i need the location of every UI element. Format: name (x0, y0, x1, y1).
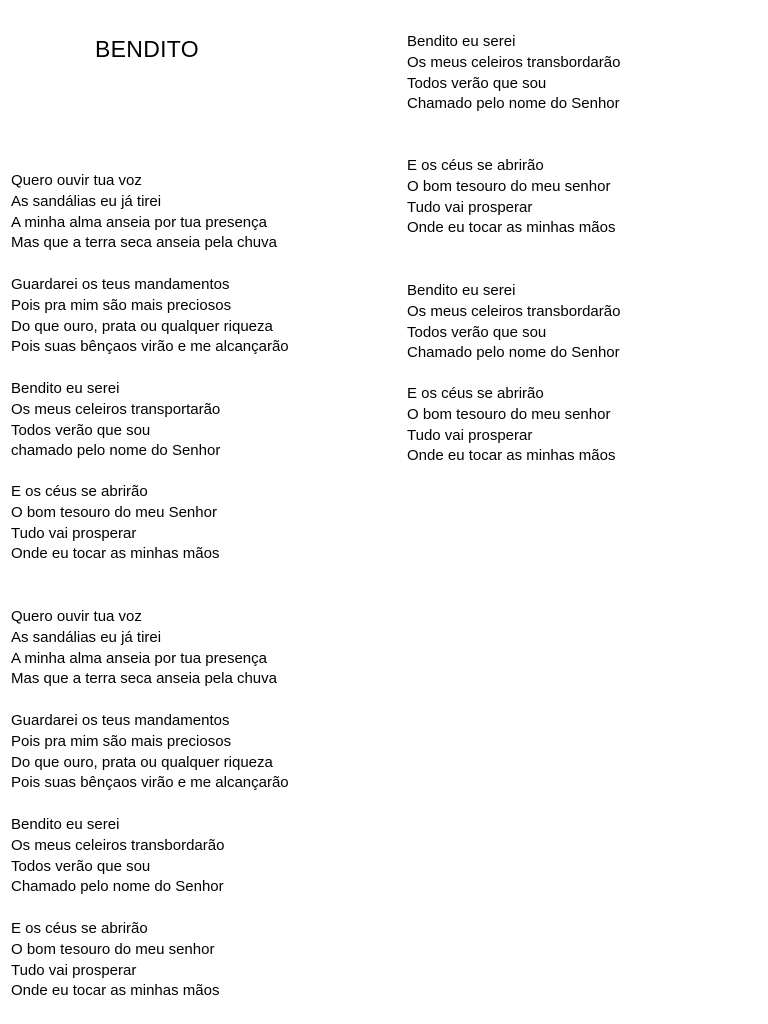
lyric-line: Quero ouvir tua voz (11, 172, 142, 189)
lyric-line: O bom tesouro do meu senhor (11, 940, 215, 958)
stanza (11, 482, 219, 565)
lyric-line: Todos verão que sou (407, 74, 547, 92)
lyric-line: Guardarei os teus mandamentos (11, 276, 230, 293)
lyric-line: Tudo vai prosperar (11, 961, 137, 979)
stanza (11, 711, 289, 794)
lyric-line: Mas que a terra seca anseia pela chuva (11, 670, 277, 688)
stanza (11, 171, 277, 254)
lyric-line: Tudo vai prosperar (407, 198, 533, 216)
stanza (407, 281, 620, 364)
lyric-line: As sandálias eu já tirei (11, 628, 162, 646)
lyric-line: Bendito eu serei (407, 33, 516, 50)
stanza (407, 156, 615, 239)
lyric-line: E os céus se abrirão (407, 157, 544, 174)
lyric-line: Onde eu tocar as minhas mãos (407, 447, 616, 465)
lyric-line: Os meus celeiros transbordarão (11, 836, 225, 854)
lyric-line: O bom tesouro do meu Senhor (11, 503, 217, 521)
lyric-line: E os céus se abrirão (11, 920, 148, 937)
document-title: BENDITO (95, 36, 199, 62)
stanza (11, 815, 224, 898)
lyric-line: Chamado pelo nome do Senhor (407, 95, 620, 113)
lyric-line: Chamado pelo nome do Senhor (407, 344, 620, 362)
lyric-line: Todos verão que sou (11, 421, 151, 439)
lyric-line: Tudo vai prosperar (407, 426, 533, 444)
lyric-line: Pois pra mim são mais preciosos (11, 732, 232, 750)
lyric-line: As sandálias eu já tirei (11, 192, 162, 210)
lyric-line: O bom tesouro do meu senhor (407, 405, 611, 423)
lyric-line: Pois pra mim são mais preciosos (11, 296, 232, 314)
lyric-line: Do que ouro, prata ou qualquer riqueza (11, 317, 273, 335)
lyric-line: Tudo vai prosperar (11, 524, 137, 542)
lyric-line: E os céus se abrirão (11, 483, 148, 500)
stanza (407, 384, 615, 467)
lyric-line: A minha alma anseia por tua presença (11, 649, 267, 667)
lyric-line: Onde eu tocar as minhas mãos (11, 982, 220, 1000)
stanza (11, 919, 219, 1002)
lyric-line: A minha alma anseia por tua presença (11, 213, 267, 231)
stanza (11, 607, 277, 690)
lyric-line: Do que ouro, prata ou qualquer riqueza (11, 753, 273, 771)
lyric-line: Bendito eu serei (407, 282, 516, 299)
lyric-line: Mas que a terra seca anseia pela chuva (11, 234, 277, 252)
lyric-line: Os meus celeiros transbordarão (407, 302, 621, 320)
lyric-line: Todos verão que sou (407, 323, 547, 341)
lyric-line: Onde eu tocar as minhas mãos (407, 219, 616, 237)
lyric-line: Chamado pelo nome do Senhor (11, 878, 224, 896)
lyric-line: Guardarei os teus mandamentos (11, 712, 230, 729)
stanza (11, 379, 220, 462)
lyric-line: Os meus celeiros transbordarão (407, 53, 621, 71)
stanza (11, 275, 289, 358)
lyric-line: Todos verão que sou (11, 857, 151, 875)
lyric-line: Onde eu tocar as minhas mãos (11, 545, 220, 563)
stanza (407, 32, 620, 115)
lyric-line: Os meus celeiros transportarão (11, 400, 221, 418)
lyric-line: E os céus se abrirão (407, 385, 544, 402)
lyric-line: Pois suas bênçaos virão e me alcançarão (11, 774, 289, 792)
lyric-line: Pois suas bênçaos virão e me alcançarão (11, 338, 289, 356)
lyric-line: Bendito eu serei (11, 380, 120, 397)
lyric-line: Quero ouvir tua voz (11, 608, 142, 625)
lyric-line: chamado pelo nome do Senhor (11, 442, 221, 460)
lyric-line: Bendito eu serei (11, 816, 120, 833)
lyric-line: O bom tesouro do meu senhor (407, 177, 611, 195)
